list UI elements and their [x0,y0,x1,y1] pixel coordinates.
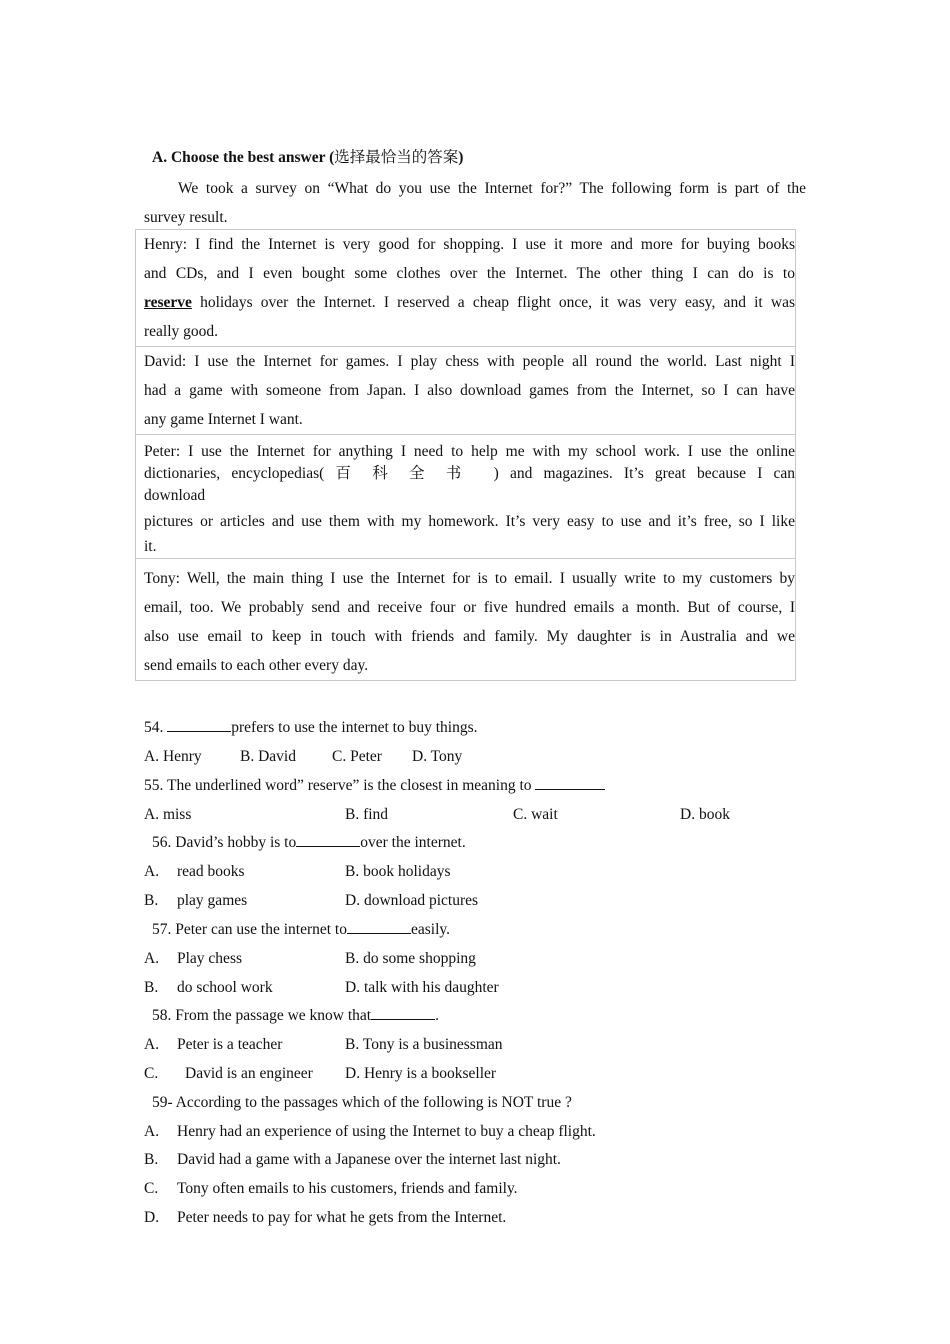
option-a[interactable]: Henry had an experience of using the Internet to buy a cheap flight. [177,1123,596,1140]
option-a[interactable]: A. Henry [144,748,202,765]
option-a[interactable]: Play chess [177,950,243,967]
option-d[interactable]: Peter needs to pay for what he gets from the Internet. [177,1209,507,1226]
section-heading: A. Choose the best answer (选择最恰当的答案) [152,149,464,166]
question-55: 55. The underlined word” reserve” is the closest in meaning to [144,775,605,797]
survey-row-peter: Peter: I use the Internet for anything I need to help me with my school work. I use the online dictionaries, encyclopedias( 百科全书 ) and magazines. It’s great because I can download pictures or articles and use them with my homework. It’s very easy to use and it’s free, so I like it. [135,435,796,559]
option-a[interactable]: read books [177,863,245,880]
survey-row-david: David: I use the Internet for games. I play chess with people all round the world. Last night I had a game with someone from Japan. I also download games from the Internet, so I can have any game Internet I want. [135,347,796,435]
section-title-cn: 选择最恰当的答案 [334,149,459,166]
option-c[interactable]: play games [177,892,248,909]
option-c[interactable]: do school work [177,979,273,996]
option-d[interactable]: D. download pictures [345,892,479,909]
question-59: 59- According to the passages which of the following is NOT true ? [152,1094,572,1111]
answer-blank[interactable] [371,1005,435,1020]
section-title: A. Choose the best answer ( [152,149,335,166]
option-c[interactable]: Tony often emails to his customers, friends and family. [177,1180,518,1197]
underlined-word-reserve: reserve [144,294,192,311]
option-d[interactable]: D. book [680,806,730,823]
survey-row-tony: Tony: Well, the main thing I use the Internet for is to email. I usually write to my customers by email, too. We probably send and receive four or five hundred emails a month. But of course, I also use email to keep in touch with friends and family. My daughter is in Australia and we send emails to each other every day. [135,559,796,681]
option-c[interactable]: David is an engineer [185,1065,313,1082]
question-58: 58. From the passage we know that . [152,1007,439,1024]
survey-table [135,229,796,681]
answer-blank[interactable] [535,775,605,790]
option-b[interactable]: B. Tony is a businessman [345,1036,503,1053]
option-b[interactable]: B. David [240,748,296,765]
worksheet-page: A. Choose the best answer (选择最恰当的答案) We took a survey on “What do you use the Internet for?” The following form is part of the survey result. Henry: I find the Internet is very good for shopping. I use it more and more for buying books and CDs, and I even bought some clothes over the Internet. The other thing I can do is to reserve holidays over the Internet. I reserved a cheap flight once, it was very easy, and it was really good. David: I use the Internet for games. I play chess with people all round the world. Last night I had a game with someone from Japan. I also download games from the Internet, so I can have any game Internet I want. Peter: I use the Internet for anything I need to help me with my school work. I use the online dictionaries, encyclopedias( 百科全书 ) and magazines. It’s great because I can download pictures or articles and use them with my homework. It’s very easy to use and it’s free, so I like it. Tony: Well, the main thing I use the Internet for is to email. I usually write to my customers by email, too. We probably send and receive four or five hundred emails a month. But of course, I also use email to keep in touch with friends and family. My daughter is in Australia and we send emails to each other every day. 54. prefers to use the internet to buy things. A. Henry B. David C. Peter D. Tony 55. The underlined word” reserve” is the closest in meaning to A. miss B. find C. wait D. book 56. David’s hobby is to over the internet. A. read books B. book holidays B. play games D. download pictures 57. Peter can use the internet to easily. A. Play chess B. do some shopping B. do school work D. talk with his daughter 58. From the passage we know that . A. Peter is a teacher B. Tony is a businessman C. David is an engineer D. Henry is a bookseller 59- According to the passages which of the following is NOT true ? A. Henry had an experience of using the Internet to buy a cheap flight. B. David had a game with a Japanese over the internet last night. C. Tony often emails to his customers, friends and family. D. Peter needs to pay for what he gets from the Internet. [0,0,950,1344]
question-54: 54. prefers to use the internet to buy things. [144,719,478,736]
question-56: 56. David’s hobby is to over the internet. [152,834,466,851]
option-d[interactable]: D. Tony [412,748,463,765]
option-b[interactable]: B. book holidays [345,863,451,880]
option-d[interactable]: D. Henry is a bookseller [345,1065,497,1082]
option-b[interactable]: B. find [345,806,389,823]
question-57: 57. Peter can use the internet to easily. [152,921,451,938]
option-a[interactable]: A. miss [144,806,192,823]
option-a[interactable]: Peter is a teacher [177,1036,283,1053]
option-b[interactable]: B. do some shopping [345,950,476,967]
option-c[interactable]: C. Peter [332,748,382,765]
option-b[interactable]: David had a game with a Japanese over the internet last night. [177,1151,561,1168]
answer-blank[interactable] [347,919,411,934]
option-d[interactable]: D. talk with his daughter [345,979,499,996]
option-c[interactable]: C. wait [513,806,558,823]
answer-blank[interactable] [167,717,231,732]
survey-row-henry: Henry: I find the Internet is very good for shopping. I use it more and more for buying books and CDs, and I even bought some clothes over the Internet. The other thing I can do is to reserve holidays over the Internet. I reserved a cheap flight once, it was very easy, and it was really good. [135,229,796,347]
intro-paragraph: We took a survey on “What do you use the Internet for?” The following form is part of the survey result. [144,180,806,226]
answer-blank[interactable] [296,832,360,847]
